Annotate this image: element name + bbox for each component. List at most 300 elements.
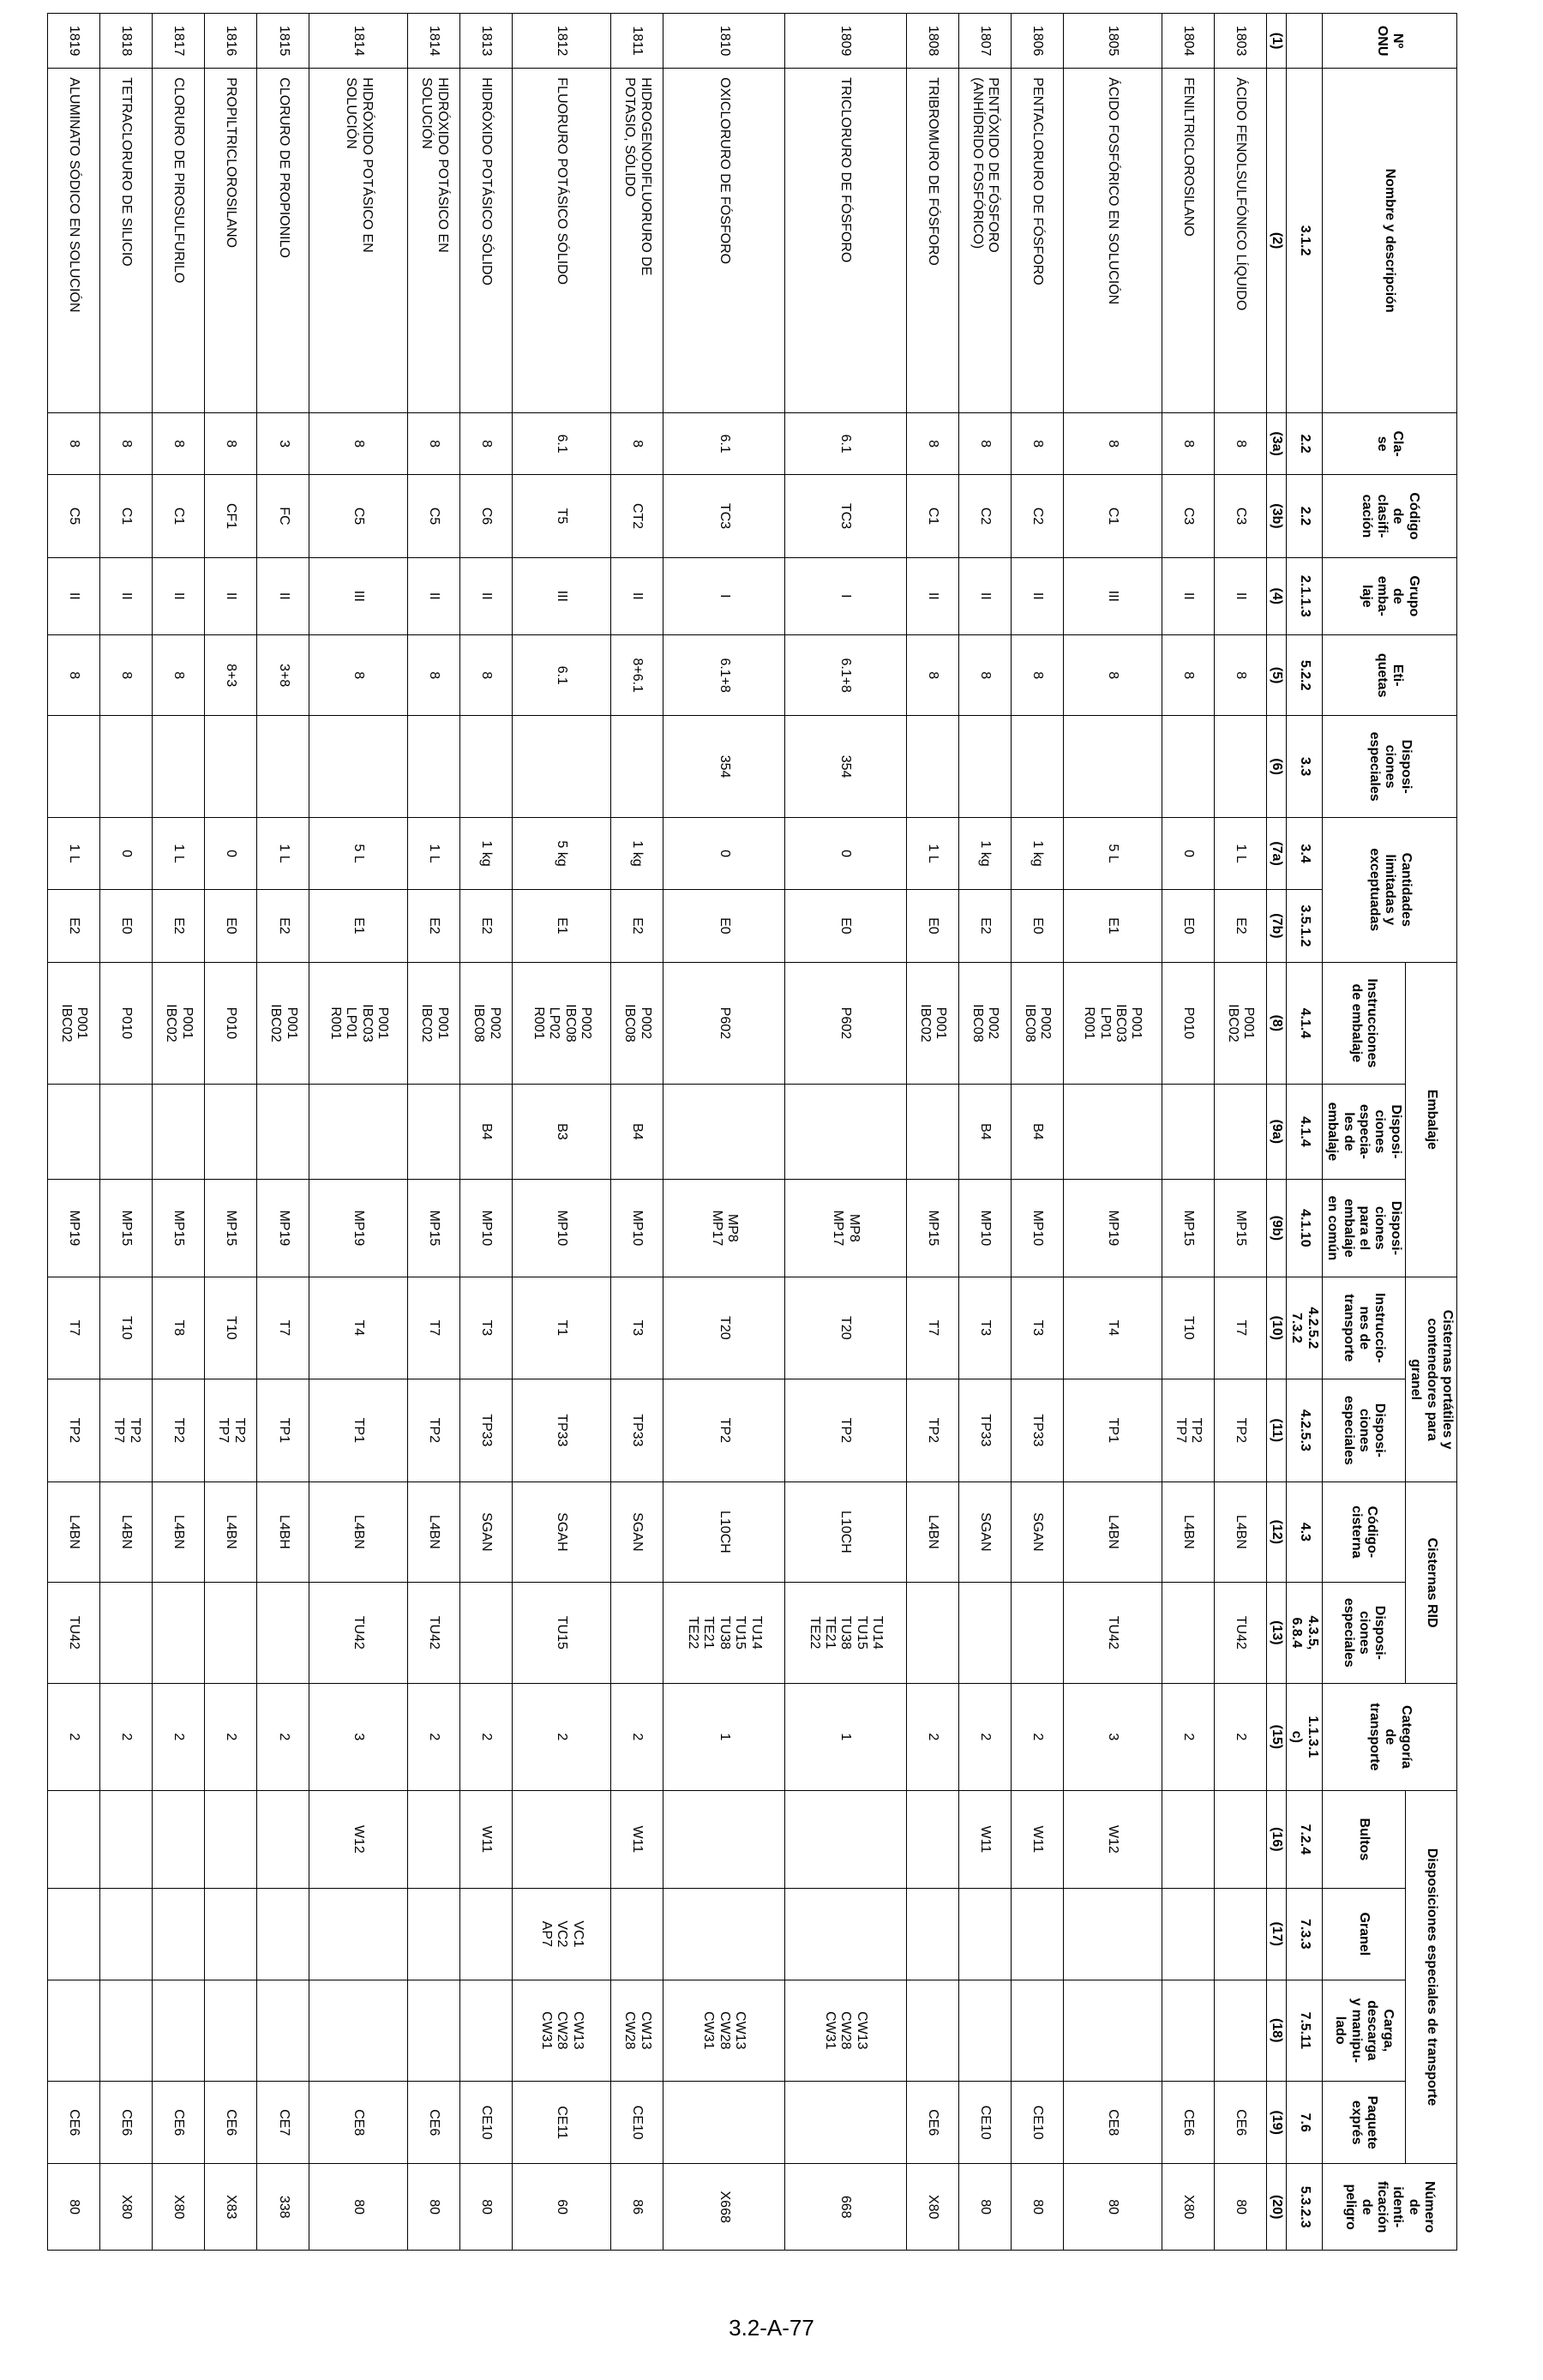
tank-instructions-cell: T1 [513,1277,611,1379]
special-provisions-cell [513,716,611,817]
excepted-quantity-cell: E0 [663,890,785,962]
transport-category-cell: 1 [663,1684,785,1791]
tank-code-cell: L4BN [1063,1482,1162,1582]
class-cell: 8 [205,412,257,474]
ref-cell: 7.6 [1287,2081,1323,2163]
substance-name-cell: HIDRÓXIDO POTÁSICO SÓLIDO [460,69,513,413]
tank-special-provisions-cell: TP2 [784,1379,906,1482]
special-provisions-cell: 354 [784,716,906,817]
substance-name-cell: HIDROGENODIFLUORURO DE POTASIO, SÓLIDO [611,69,663,413]
excepted-quantity-cell: E2 [958,890,1011,962]
substance-name-cell: ÁCIDO FOSFÓRICO EN SOLUCIÓN [1063,69,1162,413]
mixed-packing-cell: MP15 [153,1179,205,1277]
hazard-id-cell: 60 [513,2164,611,2251]
express-provision-cell: CE10 [460,2081,513,2163]
header-row-1 [1405,14,1456,2251]
classification-code-cell: T5 [513,475,611,557]
packages-provision-cell [906,1790,958,1888]
ref-cell: 4.1.4 [1287,962,1323,1085]
rid-special-provisions-cell: TU42 [1214,1582,1266,1684]
packing-group-cell: I [784,557,906,634]
table-row [100,14,153,2251]
hazard-id-cell: 80 [309,2164,408,2251]
express-provision-cell: CE10 [611,2081,663,2163]
labels-cell: 8 [958,635,1011,716]
express-provision-cell: CE10 [958,2081,1011,2163]
packages-provision-cell: W12 [309,1790,408,1888]
class-cell: 8 [153,412,205,474]
packing-instructions-cell: P001 IBC02 [1214,962,1266,1085]
tank-special-provisions-cell: TP2 [663,1379,785,1482]
mixed-packing-cell: MP10 [513,1179,611,1277]
packing-group-cell: II [48,557,100,634]
column-number-cell: (6) [1266,716,1286,817]
transport-category-cell: 2 [205,1684,257,1791]
rid-special-provisions-cell: TU42 [309,1582,408,1684]
special-provisions-cell [611,716,663,817]
ref-cell: 4.3.5, 6.8.4 [1287,1582,1323,1684]
packing-instructions-cell: P602 [784,962,906,1085]
un-number-cell: 1811 [611,14,663,69]
un-number-cell: 1804 [1162,14,1214,69]
packing-instructions-cell: P001 IBC02 [153,962,205,1085]
transport-category-cell: 2 [1011,1684,1063,1791]
substance-name-cell: TRICLORURO DE FÓSFORO [784,69,906,413]
hazard-id-cell: 80 [460,2164,513,2251]
bulk-provision-cell [257,1889,309,1980]
un-number-cell: 1814 [408,14,460,69]
excepted-quantity-cell: E0 [100,890,153,962]
header-portable-tanks: Cisternas portátiles y contenedores para granel [1405,1277,1456,1482]
substance-name-cell: PENTACLORURO DE FÓSFORO [1011,69,1063,413]
mixed-packing-cell: MP10 [611,1179,663,1277]
special-packing-provisions-cell: B4 [1011,1085,1063,1179]
ref-cell: 7.5.11 [1287,1980,1323,2081]
ref-cell: 4.1.10 [1287,1179,1323,1277]
class-cell: 8 [309,412,408,474]
rid-special-provisions-cell: TU14 TU15 TU38 TE21 TE22 [784,1582,906,1684]
mixed-packing-cell: MP8 MP17 [663,1179,785,1277]
limited-quantity-cell: 1 L [48,817,100,889]
page-number: 3.2-A-77 [729,2315,814,2341]
classification-code-cell: TC3 [663,475,785,557]
tank-special-provisions-cell: TP1 [257,1379,309,1482]
hazard-id-cell: X80 [906,2164,958,2251]
table-row [958,14,1011,2251]
column-number-cell: (1) [1266,14,1286,69]
labels-cell: 8 [1214,635,1266,716]
un-number-cell: 1803 [1214,14,1266,69]
mixed-packing-cell: MP15 [100,1179,153,1277]
class-cell: 8 [611,412,663,474]
packing-instructions-cell: P002 IBC08 [958,962,1011,1085]
ref-cell: 1.1.3.1 c) [1287,1684,1323,1791]
column-number-cell: (8) [1266,962,1286,1085]
tank-instructions-cell: T3 [611,1277,663,1379]
ref-cell: 4.1.4 [1287,1085,1323,1179]
un-number-cell: 1815 [257,14,309,69]
ref-cell: 4.3 [1287,1482,1323,1582]
limited-quantity-cell: 5 L [1063,817,1162,889]
special-provisions-cell [408,716,460,817]
reference-row [1287,14,1323,2251]
express-provision-cell: CE8 [1063,2081,1162,2163]
substance-name-cell: PROPILTRICLOROSILANO [205,69,257,413]
express-provision-cell: CE6 [1214,2081,1266,2163]
bulk-provision-cell [958,1889,1011,1980]
tank-instructions-cell: T3 [460,1277,513,1379]
labels-cell: 8 [100,635,153,716]
excepted-quantity-cell: E2 [257,890,309,962]
mixed-packing-cell: MP15 [906,1179,958,1277]
ref-cell [1287,14,1323,69]
bulk-provision-cell: VC1 VC2 AP7 [513,1889,611,1980]
column-number-cell: (7a) [1266,817,1286,889]
packing-instructions-cell: P001 IBC02 [48,962,100,1085]
tank-special-provisions-cell: TP2 [1214,1379,1266,1482]
special-packing-provisions-cell [906,1085,958,1179]
un-number-cell: 1812 [513,14,611,69]
packing-group-cell: II [1214,557,1266,634]
header-un-number: Nº ONU [1322,14,1456,69]
substance-name-cell: HIDRÓXIDO POTÁSICO EN SOLUCIÓN [309,69,408,413]
classification-code-cell: C5 [48,475,100,557]
header-tank-code: Código- cisterna [1322,1482,1405,1582]
packing-instructions-cell: P002 IBC08 [1011,962,1063,1085]
special-packing-provisions-cell [48,1085,100,1179]
tank-instructions-cell: T7 [257,1277,309,1379]
excepted-quantity-cell: E2 [1214,890,1266,962]
tank-special-provisions-cell: TP2 TP7 [100,1379,153,1482]
mixed-packing-cell: MP15 [1214,1179,1266,1277]
table-row [784,14,906,2251]
packing-instructions-cell: P010 [1162,962,1214,1085]
tank-code-cell: L4BH [257,1482,309,1582]
bulk-provision-cell [1063,1889,1162,1980]
header-packages: Bultos [1322,1790,1405,1888]
column-number-cell: (16) [1266,1790,1286,1888]
rid-special-provisions-cell: TU15 [513,1582,611,1684]
packages-provision-cell [1214,1790,1266,1888]
express-provision-cell: CE6 [48,2081,100,2163]
labels-cell: 8 [1162,635,1214,716]
special-provisions-cell [100,716,153,817]
header-classification-code: Código de clasifi- cación [1322,475,1456,557]
class-cell: 6.1 [513,412,611,474]
loading-provision-cell: CW13 CW28 CW31 [784,1980,906,2081]
special-provisions-cell [1214,716,1266,817]
labels-cell: 3+8 [257,635,309,716]
hazard-id-cell: X80 [1162,2164,1214,2251]
limited-quantity-cell: 1 kg [460,817,513,889]
labels-cell: 8 [460,635,513,716]
rid-special-provisions-cell: TU42 [408,1582,460,1684]
hazard-id-cell: 338 [257,2164,309,2251]
bulk-provision-cell [1011,1889,1063,1980]
column-number-cell: (17) [1266,1889,1286,1980]
rid-special-provisions-cell [906,1582,958,1684]
bulk-provision-cell [100,1889,153,1980]
tank-special-provisions-cell: TP33 [958,1379,1011,1482]
mixed-packing-cell: MP19 [257,1179,309,1277]
special-provisions-cell: 354 [663,716,785,817]
header-packaging: Embalaje [1405,962,1456,1277]
packages-provision-cell: W11 [611,1790,663,1888]
classification-code-cell: TC3 [784,475,906,557]
express-provision-cell: CE11 [513,2081,611,2163]
special-packing-provisions-cell: B4 [611,1085,663,1179]
loading-provision-cell [408,1980,460,2081]
tank-instructions-cell: T7 [408,1277,460,1379]
express-provision-cell [663,2081,785,2163]
rid-special-provisions-cell [611,1582,663,1684]
transport-category-cell: 2 [906,1684,958,1791]
loading-provision-cell: CW13 CW28 [611,1980,663,2081]
packages-provision-cell: W11 [1011,1790,1063,1888]
un-number-cell: 1819 [48,14,100,69]
special-packing-provisions-cell [100,1085,153,1179]
excepted-quantity-cell: E2 [408,890,460,962]
class-cell: 8 [1162,412,1214,474]
rid-special-provisions-cell [257,1582,309,1684]
class-cell: 8 [1063,412,1162,474]
packing-instructions-cell: P602 [663,962,785,1085]
packages-provision-cell [48,1790,100,1888]
labels-cell: 6.1+8 [784,635,906,716]
bulk-provision-cell [153,1889,205,1980]
table-row [611,14,663,2251]
special-provisions-cell [257,716,309,817]
column-number-row [1266,14,1286,2251]
packing-group-cell: II [205,557,257,634]
header-tank-special-provisions: Disposi- ciones especiales [1322,1379,1405,1482]
un-number-cell: 1805 [1063,14,1162,69]
un-number-cell: 1817 [153,14,205,69]
transport-category-cell: 2 [257,1684,309,1791]
labels-cell: 6.1 [513,635,611,716]
tank-code-cell: L10CH [663,1482,785,1582]
express-provision-cell: CE7 [257,2081,309,2163]
special-provisions-cell [1011,716,1063,817]
tank-special-provisions-cell: TP2 [906,1379,958,1482]
limited-quantity-cell: 1 L [906,817,958,889]
tank-special-provisions-cell: TP2 TP7 [1162,1379,1214,1482]
header-bulk: Granel [1322,1889,1405,1980]
table-row [309,14,408,2251]
tank-instructions-cell: T7 [1214,1277,1266,1379]
tank-instructions-cell: T10 [205,1277,257,1379]
dangerous-goods-table [47,13,1457,2251]
labels-cell: 8 [1063,635,1162,716]
loading-provision-cell [958,1980,1011,2081]
transport-category-cell: 2 [1214,1684,1266,1791]
labels-cell: 8 [906,635,958,716]
ref-cell: 2.2 [1287,475,1323,557]
limited-quantity-cell: 0 [100,817,153,889]
column-number-cell: (19) [1266,2081,1286,2163]
labels-cell: 6.1+8 [663,635,785,716]
limited-quantity-cell: 0 [784,817,906,889]
labels-cell: 8 [408,635,460,716]
bulk-provision-cell [663,1889,785,1980]
packing-group-cell: II [408,557,460,634]
ref-cell: 2.2 [1287,412,1323,474]
class-cell: 6.1 [663,412,785,474]
hazard-id-cell: 86 [611,2164,663,2251]
substance-name-cell: TETRACLORURO DE SILICIO [100,69,153,413]
bulk-provision-cell [784,1889,906,1980]
classification-code-cell: C6 [460,475,513,557]
column-number-cell: (12) [1266,1482,1286,1582]
bulk-provision-cell [906,1889,958,1980]
packages-provision-cell: W11 [460,1790,513,1888]
mixed-packing-cell: MP19 [48,1179,100,1277]
table-row [906,14,958,2251]
transport-category-cell: 3 [309,1684,408,1791]
labels-cell: 8 [309,635,408,716]
tank-special-provisions-cell: TP33 [1011,1379,1063,1482]
table-row [1214,14,1266,2251]
tank-code-cell: SGAN [958,1482,1011,1582]
tank-code-cell: L4BN [1214,1482,1266,1582]
special-packing-provisions-cell [408,1085,460,1179]
special-provisions-cell [48,716,100,817]
packing-instructions-cell: P002 IBC08 [611,962,663,1085]
tank-instructions-cell: T8 [153,1277,205,1379]
transport-category-cell: 2 [958,1684,1011,1791]
labels-cell: 8 [1011,635,1063,716]
hazard-id-cell: 80 [958,2164,1011,2251]
tank-special-provisions-cell: TP1 [309,1379,408,1482]
tank-code-cell: SGAN [460,1482,513,1582]
special-packing-provisions-cell [257,1085,309,1179]
loading-provision-cell [1011,1980,1063,2081]
packing-group-cell: II [611,557,663,634]
loading-provision-cell [1063,1980,1162,2081]
packing-group-cell: II [1011,557,1063,634]
packages-provision-cell [408,1790,460,1888]
header-limited-quantities: Cantidades limitadas y exceptuadas [1322,817,1456,962]
rid-special-provisions-cell [153,1582,205,1684]
tank-code-cell: SGAN [1011,1482,1063,1582]
packing-group-cell: II [906,557,958,634]
column-number-cell: (20) [1266,2164,1286,2251]
un-number-cell: 1813 [460,14,513,69]
loading-provision-cell [100,1980,153,2081]
limited-quantity-cell: 1 L [408,817,460,889]
header-special-provisions: Disposi- ciones especiales [1322,716,1456,817]
tank-special-provisions-cell: TP33 [460,1379,513,1482]
express-provision-cell: CE6 [906,2081,958,2163]
loading-provision-cell [48,1980,100,2081]
classification-code-cell: C5 [408,475,460,557]
special-provisions-cell [153,716,205,817]
table-row [153,14,205,2251]
excepted-quantity-cell: E0 [906,890,958,962]
hazard-id-cell: 80 [48,2164,100,2251]
hazard-id-cell: X80 [100,2164,153,2251]
rid-special-provisions-cell [1011,1582,1063,1684]
limited-quantity-cell: 1 L [1214,817,1266,889]
substance-name-cell: HIDRÓXIDO POTÁSICO EN SOLUCIÓN [408,69,460,413]
transport-category-cell: 2 [513,1684,611,1791]
packing-group-cell: III [513,557,611,634]
un-number-cell: 1809 [784,14,906,69]
express-provision-cell: CE8 [309,2081,408,2163]
ref-cell: 7.2.4 [1287,1790,1323,1888]
special-packing-provisions-cell [663,1085,785,1179]
packing-instructions-cell: P001 IBC02 [257,962,309,1085]
limited-quantity-cell: 1 kg [611,817,663,889]
ref-cell: 5.2.2 [1287,635,1323,716]
loading-provision-cell: CW13 CW28 CW31 [513,1980,611,2081]
excepted-quantity-cell: E2 [48,890,100,962]
substance-name-cell: FLUORURO POTÁSICO SÓLIDO [513,69,611,413]
mixed-packing-cell: MP15 [1162,1179,1214,1277]
substance-name-cell: ALUMINATO SÓDICO EN SOLUCIÓN [48,69,100,413]
packing-instructions-cell: P001 IBC03 LP01 R001 [309,962,408,1085]
loading-provision-cell [906,1980,958,2081]
special-packing-provisions-cell: B3 [513,1085,611,1179]
packing-group-cell: II [100,557,153,634]
tank-code-cell: SGAH [513,1482,611,1582]
column-number-cell: (5) [1266,635,1286,716]
packing-instructions-cell: P001 IBC02 [408,962,460,1085]
ref-cell: 3.5.1.2 [1287,890,1323,962]
special-provisions-cell [205,716,257,817]
table-row [257,14,309,2251]
mixed-packing-cell: MP10 [460,1179,513,1277]
packing-instructions-cell: P001 IBC03 LP01 R001 [1063,962,1162,1085]
column-number-cell: (11) [1266,1379,1286,1482]
column-number-cell: (3b) [1266,475,1286,557]
special-packing-provisions-cell: B4 [958,1085,1011,1179]
excepted-quantity-cell: E0 [1011,890,1063,962]
packing-group-cell: II [257,557,309,634]
tank-code-cell: SGAN [611,1482,663,1582]
special-provisions-cell [958,716,1011,817]
ref-cell: 3.3 [1287,716,1323,817]
column-number-cell: (9b) [1266,1179,1286,1277]
class-cell: 8 [100,412,153,474]
un-number-cell: 1810 [663,14,785,69]
excepted-quantity-cell: E1 [1063,890,1162,962]
table-row [205,14,257,2251]
express-provision-cell: CE6 [408,2081,460,2163]
limited-quantity-cell: 5 kg [513,817,611,889]
ref-cell: 3.4 [1287,817,1323,889]
bulk-provision-cell [1162,1889,1214,1980]
column-number-cell: (4) [1266,557,1286,634]
header-rid-tanks: Cisternas RID [1405,1482,1456,1684]
packages-provision-cell: W12 [1063,1790,1162,1888]
tank-instructions-cell: T20 [784,1277,906,1379]
excepted-quantity-cell: E2 [611,890,663,962]
special-provisions-cell [1162,716,1214,817]
special-packing-provisions-cell [205,1085,257,1179]
tank-special-provisions-cell: TP1 [1063,1379,1162,1482]
special-packing-provisions-cell [309,1085,408,1179]
transport-category-cell: 2 [1162,1684,1214,1791]
table-row [408,14,460,2251]
header-packing-instructions: Instrucciones de embalaje [1322,962,1405,1085]
loading-provision-cell [257,1980,309,2081]
header-mixed-packing: Disposi- ciones para el embalaje en común [1322,1179,1405,1277]
tank-code-cell: L4BN [1162,1482,1214,1582]
mixed-packing-cell: MP10 [958,1179,1011,1277]
tank-code-cell: L4BN [408,1482,460,1582]
loading-provision-cell [205,1980,257,2081]
